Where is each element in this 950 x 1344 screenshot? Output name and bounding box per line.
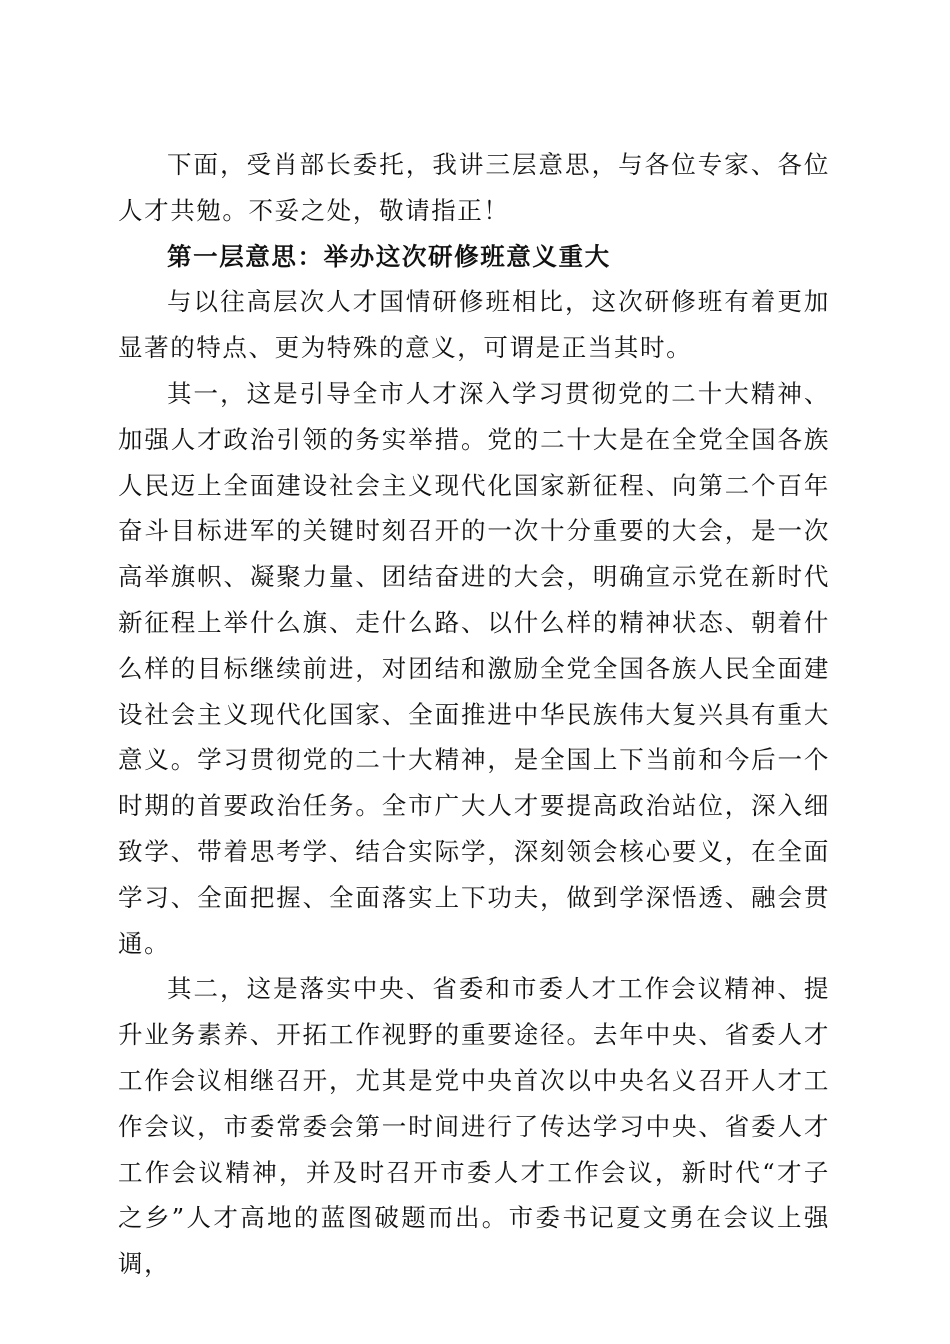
section-heading-1: 第一层意思：举办这次研修班意义重大 — [167, 241, 611, 271]
paragraph-opening: 下面，受肖部长委托，我讲三层意思，与各位专家、各位人才共勉。不妥之处，敬请指正！ — [118, 150, 830, 225]
document-body — [118, 142, 830, 1287]
paragraph-point-1: 其一，这是引导全市人才深入学习贯彻党的二十大精神、加强人才政治引领的务实举措。党的二十大是在全党全国各族人民迈上全面建设社会主义现代化国家新征程、向第二个百年奋斗目标进军的关键时刻召开的一次十分重要的大会，是一次高举旗帜、凝聚力量、团结奋进的大会，明确宣示党在新时代新征程上举什么旗、走什么路、以什么样的精神状态、朝着什么样的目标继续前进，对团结和激励全党全国各族人民全面建设社会主义现代化国家、全面推进中华民族伟大复兴具有重大意义。学习贯彻党的二十大精神，是全国上下当前和今后一个时期的首要政治任务。全市广大人才要提高政治站位，深入细致学、带着思考学、结合实际学，深刻领会核心要义，在全面学习、全面把握、全面落实上下功夫，做到学深悟透、融会贯通。 — [118, 378, 830, 958]
paragraph-point-2: 其二，这是落实中央、省委和市委人才工作会议精神、提升业务素养、开拓工作视野的重要途径。去年中央、省委人才工作会议相继召开，尤其是党中央首次以中央名义召开人才工作会议，市委常委会第一时间进行了传达学习中央、省委人才工作会议精神，并及时召开市委人才工作会议，新时代“才子之乡”人才高地的蓝图破题而出。市委书记夏文勇在会议上强调， — [118, 974, 830, 1279]
paragraph-intro: 与以往高层次人才国情研修班相比，这次研修班有着更加显著的特点、更为特殊的意义，可谓是正当其时。 — [118, 287, 830, 363]
